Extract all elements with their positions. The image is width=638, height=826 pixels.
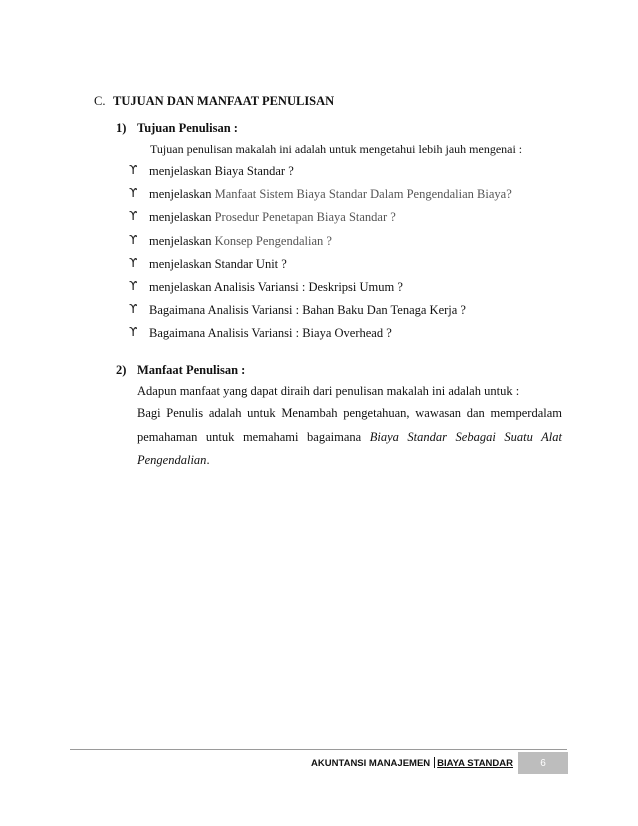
manfaat-line-2 — [137, 430, 562, 445]
list-bullet-icon: ϒ — [129, 256, 138, 270]
tujuan-heading-text: Tujuan Penulisan : — [137, 121, 238, 135]
list-item — [149, 234, 332, 249]
list-item-text: Konsep Pengendalian ? — [214, 234, 332, 248]
list-item-prefix: menjelaskan — [149, 257, 215, 271]
list-item-text: Prosedur Penetapan Biaya Standar ? — [214, 210, 396, 224]
manfaat-heading-text: Manfaat Penulisan : — [137, 363, 246, 377]
manfaat-line-1: Bagi Penulis adalah untuk Menambah pengetahuan, wawasan dan memperdalam — [137, 406, 562, 420]
footer-separator — [434, 757, 435, 768]
manfaat-line-2-italic: Biaya Standar Sebagai Suatu Alat — [369, 430, 562, 444]
manfaat-number: 2) — [116, 363, 127, 377]
footer-running-head — [311, 757, 513, 769]
list-item-prefix: menjelaskan — [149, 234, 215, 248]
list-bullet-icon: ϒ — [129, 233, 138, 247]
list-item-text: Bagaimana Analisis Variansi : Bahan Baku Dan Tenaga Kerja ? — [149, 303, 466, 317]
page-number: 6 — [540, 757, 546, 769]
list-item — [149, 280, 403, 295]
page-number-box — [518, 752, 568, 774]
manfaat-line-3-end: . — [206, 453, 210, 467]
list-item-prefix: menjelaskan — [149, 280, 214, 294]
manfaat-line-2-text: pemahaman untuk memahami bagaimana — [137, 430, 370, 444]
list-item-text: Bagaimana Analisis Variansi : Biaya Overhead ? — [149, 326, 392, 340]
list-item — [149, 187, 512, 202]
list-item-prefix: menjelaskan — [149, 187, 215, 201]
manfaat-line-3-italic: Pengendalian — [137, 453, 207, 467]
list-item-text: Manfaat Sistem Biaya Standar Dalam Pengendalian Biaya? — [214, 187, 512, 201]
list-item — [149, 164, 294, 179]
tujuan-number: 1) — [116, 121, 127, 135]
manfaat-intro: Adapun manfaat yang dapat diraih dari penulisan makalah ini adalah untuk : — [137, 384, 520, 398]
list-item-prefix: menjelaskan — [149, 164, 215, 178]
manfaat-line-3 — [137, 453, 210, 468]
list-item-text: Analisis Variansi : Deskripsi Umum ? — [213, 280, 403, 294]
list-bullet-icon: ϒ — [129, 209, 138, 223]
footer-subtitle: BIAYA STANDAR — [437, 758, 513, 769]
section-heading — [94, 94, 334, 109]
list-bullet-icon: ϒ — [129, 186, 138, 200]
tujuan-heading — [116, 121, 238, 136]
list-bullet-icon: ϒ — [129, 325, 138, 339]
tujuan-intro: Tujuan penulisan makalah ini adalah untuk mengetahui lebih jauh mengenai : — [150, 142, 523, 156]
list-item-prefix: menjelaskan — [149, 210, 215, 224]
list-item-text: Biaya Standar ? — [214, 164, 294, 178]
manfaat-heading — [116, 363, 245, 378]
list-bullet-icon: ϒ — [129, 279, 138, 293]
list-item — [149, 303, 466, 318]
footer-divider — [70, 749, 567, 750]
section-letter: C. — [94, 94, 106, 108]
list-item — [149, 210, 396, 225]
list-bullet-icon: ϒ — [129, 302, 138, 316]
footer-title: AKUNTANSI MANAJEMEN — [311, 758, 431, 769]
list-item — [149, 326, 392, 341]
list-item — [149, 257, 287, 272]
section-title: TUJUAN DAN MANFAAT PENULISAN — [113, 94, 335, 108]
list-bullet-icon: ϒ — [129, 163, 138, 177]
list-item-text: Standar Unit ? — [214, 257, 287, 271]
